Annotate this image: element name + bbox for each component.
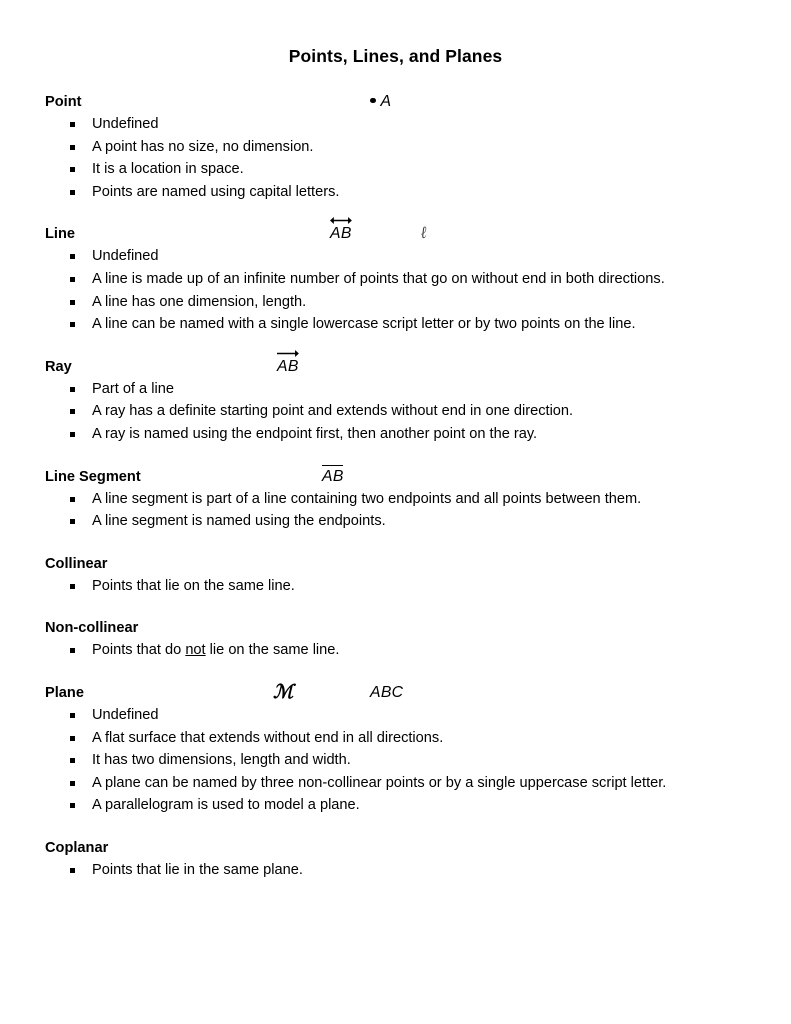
square-bullet-icon bbox=[70, 145, 75, 150]
section-heading: Plane bbox=[45, 684, 84, 701]
section-heading: Collinear bbox=[45, 555, 108, 572]
bullet-list bbox=[45, 575, 751, 598]
list-item bbox=[45, 136, 751, 159]
square-bullet-icon bbox=[70, 758, 75, 763]
square-bullet-icon bbox=[70, 190, 75, 195]
notation-line bbox=[330, 223, 352, 244]
section-header-row bbox=[45, 553, 751, 574]
list-item-text: A flat surface that extends without end in all directions. bbox=[92, 729, 444, 746]
script-l-symbol: ℓ bbox=[420, 223, 427, 244]
square-bullet-icon bbox=[70, 803, 75, 808]
list-item bbox=[45, 488, 751, 511]
ray-notation-symbol bbox=[277, 356, 299, 377]
notation-label: AB bbox=[322, 467, 344, 485]
line-notation-symbol bbox=[330, 223, 352, 244]
square-bullet-icon bbox=[70, 167, 75, 172]
section-header-row bbox=[45, 617, 751, 638]
list-item-text: A line has one dimension, length. bbox=[92, 293, 307, 310]
notation-label: AB bbox=[330, 225, 352, 243]
section-heading: Coplanar bbox=[45, 839, 109, 856]
bullet-list bbox=[45, 245, 751, 335]
list-item bbox=[45, 268, 751, 291]
segment-notation-symbol bbox=[322, 466, 344, 487]
notation-plane-points bbox=[370, 682, 403, 703]
list-item-text: Undefined bbox=[92, 116, 159, 132]
section-heading: Ray bbox=[45, 358, 72, 375]
square-bullet-icon bbox=[70, 322, 75, 327]
bullet-list bbox=[45, 639, 751, 662]
square-bullet-icon bbox=[70, 713, 75, 718]
double-arrow-icon bbox=[330, 216, 352, 225]
notation-label: ABC bbox=[370, 683, 404, 701]
square-bullet-icon bbox=[70, 781, 75, 786]
section-heading: Line Segment bbox=[45, 468, 141, 485]
emphasis-not: not bbox=[185, 642, 206, 659]
list-item bbox=[45, 158, 751, 181]
page-title: Points, Lines, and Planes bbox=[288, 46, 503, 66]
list-item bbox=[45, 510, 751, 533]
section-header-row bbox=[45, 466, 751, 487]
section-heading: Point bbox=[45, 94, 82, 110]
square-bullet-icon bbox=[70, 584, 75, 589]
list-item-text: Part of a line bbox=[92, 380, 174, 397]
list-item-text bbox=[92, 642, 339, 658]
square-bullet-icon bbox=[70, 868, 75, 873]
section-header-row bbox=[45, 356, 751, 377]
notation-plane-script bbox=[273, 682, 293, 704]
list-item bbox=[45, 575, 751, 598]
list-item-text: A line is made up of an infinite number of points that go on without end in both directions. bbox=[92, 270, 665, 287]
script-m-symbol: ℳ bbox=[273, 680, 293, 703]
section-header-row bbox=[45, 837, 751, 858]
list-item-text: It is a location in space. bbox=[92, 161, 244, 178]
list-item bbox=[45, 772, 751, 795]
square-bullet-icon bbox=[70, 432, 75, 437]
bullet-list bbox=[45, 704, 751, 817]
section-collinear bbox=[0, 553, 791, 598]
list-item-text: Points that lie in the same plane. bbox=[92, 861, 303, 878]
list-item bbox=[45, 639, 751, 662]
list-item-text: A ray is named using the endpoint first, then another point on the ray. bbox=[92, 425, 538, 442]
list-item bbox=[45, 245, 751, 268]
notation-label: A bbox=[380, 93, 392, 110]
list-item bbox=[45, 423, 751, 446]
square-bullet-icon bbox=[70, 497, 75, 502]
list-item-text: Points are named using capital letters. bbox=[92, 183, 340, 200]
right-arrow-icon bbox=[277, 349, 299, 358]
square-bullet-icon bbox=[70, 254, 75, 259]
bullet-list bbox=[45, 113, 751, 203]
list-item bbox=[45, 291, 751, 314]
point-dot-icon bbox=[370, 98, 376, 104]
section-point bbox=[0, 91, 791, 203]
text-after-emphasis: lie on the same line. bbox=[205, 642, 340, 659]
section-header-row bbox=[45, 682, 751, 703]
notation-ray bbox=[277, 356, 299, 377]
section-non-collinear bbox=[0, 617, 791, 662]
notation-label: AB bbox=[277, 357, 299, 375]
list-item bbox=[45, 400, 751, 423]
list-item bbox=[45, 794, 751, 817]
text-before-emphasis: Points that do bbox=[92, 642, 186, 659]
list-item bbox=[45, 181, 751, 204]
square-bullet-icon bbox=[70, 277, 75, 282]
section-header-row bbox=[45, 91, 751, 112]
overbar-icon bbox=[322, 465, 343, 467]
square-bullet-icon bbox=[70, 736, 75, 741]
square-bullet-icon bbox=[70, 122, 75, 127]
section-ray bbox=[0, 356, 791, 446]
list-item bbox=[45, 113, 751, 136]
list-item bbox=[45, 313, 751, 336]
notation-line-segment bbox=[322, 466, 344, 487]
section-line bbox=[0, 223, 791, 335]
section-line-segment bbox=[0, 466, 791, 533]
section-coplanar bbox=[0, 837, 791, 882]
bullet-list bbox=[45, 859, 751, 882]
list-item bbox=[45, 749, 751, 772]
square-bullet-icon bbox=[70, 300, 75, 305]
list-item-text: A parallelogram is used to model a plane. bbox=[92, 797, 360, 814]
list-item-text: A point has no size, no dimension. bbox=[92, 138, 314, 155]
square-bullet-icon bbox=[70, 648, 75, 653]
section-heading: Line bbox=[45, 226, 75, 243]
section-heading: Non-collinear bbox=[45, 620, 139, 637]
notation-point bbox=[370, 91, 391, 112]
list-item bbox=[45, 378, 751, 401]
bullet-list bbox=[45, 488, 751, 533]
square-bullet-icon bbox=[70, 519, 75, 524]
list-item bbox=[45, 727, 751, 750]
bullet-list bbox=[45, 378, 751, 446]
list-item-text: Points that lie on the same line. bbox=[92, 577, 295, 594]
list-item bbox=[45, 859, 751, 882]
square-bullet-icon bbox=[70, 387, 75, 392]
list-item-text: A line can be named with a single lowercase script letter or by two points on the line. bbox=[92, 316, 636, 333]
list-item-text: A ray has a definite starting point and extends without end in one direction. bbox=[92, 403, 574, 420]
section-plane bbox=[0, 682, 791, 817]
section-header-row bbox=[45, 223, 751, 244]
list-item bbox=[45, 704, 751, 727]
list-item-text: A line segment is named using the endpoints. bbox=[92, 513, 386, 530]
square-bullet-icon bbox=[70, 409, 75, 414]
list-item-text: A plane can be named by three non-collinear points or by a single uppercase script letter. bbox=[92, 774, 667, 791]
list-item-text: Undefined bbox=[92, 706, 159, 723]
list-item-text: Undefined bbox=[92, 248, 159, 265]
notation-line-script bbox=[420, 223, 427, 244]
list-item-text: A line segment is part of a line containing two endpoints and all points between them. bbox=[92, 490, 642, 507]
list-item-text: It has two dimensions, length and width. bbox=[92, 752, 351, 769]
